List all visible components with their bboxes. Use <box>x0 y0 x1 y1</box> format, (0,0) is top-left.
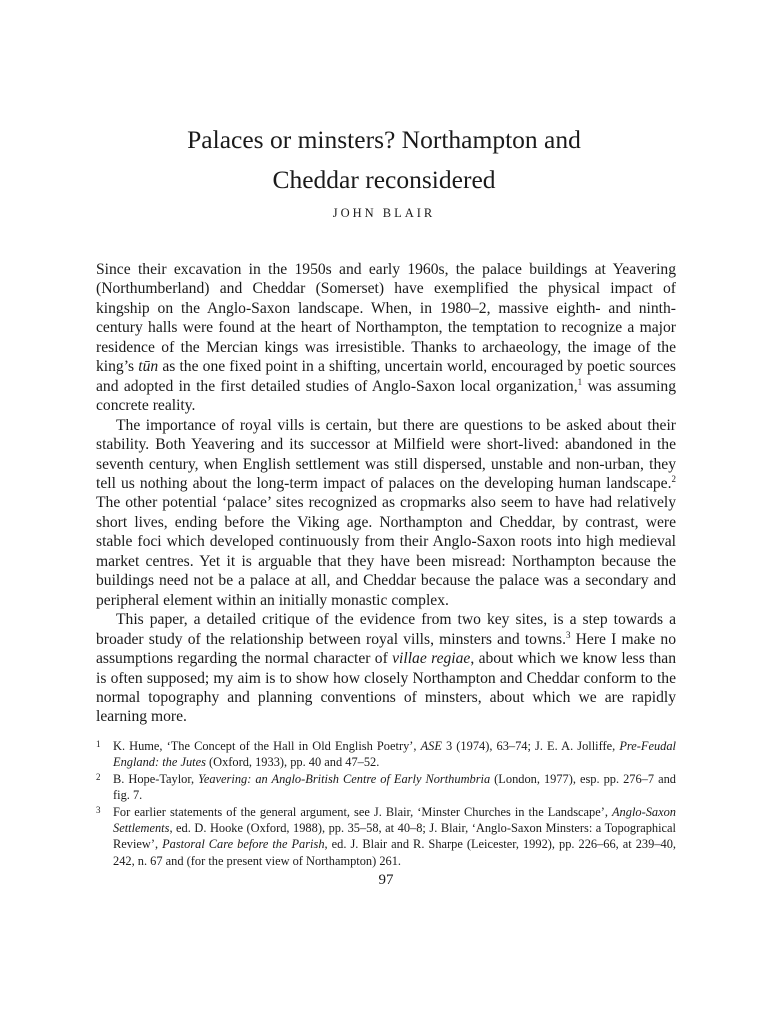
article-body <box>96 260 676 727</box>
paragraph-3: This paper, a detailed critique of the evidence from two key sites, is a step towards a broader study of the relationship between royal vills, minsters and towns.$^3$ Here I make no assumptions regarding the normal character of villae regiae, about which we know less than is often supposed; my aim is to show how closely Northampton and Cheddar conform to the normal topography and planning conventions of minsters, about which we are rapidly learning more. <box>96 611 676 726</box>
footnote-1: 1 K. Hume, ‘The Concept of the Hall in Old English Poetry’, ASE 3 (1974), 63–74; J. E. A. Jolliffe, Pre-Feudal England: the Jutes (Oxford, 1933), pp. 40 and 47–52. <box>96 738 676 771</box>
italic-term: tūn <box>138 358 159 376</box>
footnote-3: 3 For earlier statements of the general argument, see J. Blair, ‘Minster Churches in the Landscape’, Anglo-Saxon Settlements, ed. D. Hooke (Oxford, 1988), pp. 35–58, at 40–8; J. Blair, ‘Anglo-Saxon Minsters: a Topographical Review’, Pastoral Care before the Parish, ed. J. Blair and R. Sharpe (Leicester, 1992), pp. 226–66, at 239–40, 242, n. 67 and (for the present view of Northampton) 261. <box>96 804 676 870</box>
footnote-2: 2 B. Hope-Taylor, Yeavering: an Anglo-British Centre of Early Northumbria (London, 1977), esp. pp. 276–7 and fig. 7. <box>96 771 676 804</box>
paragraph-1: Since their excavation in the 1950s and early 1960s, the palace buildings at Yeavering (Northumberland) and Cheddar (Somerset) have exemplified the physical impact of kingship on the Anglo-Saxon landscape. When, in 1980–2, massive eighth- and ninth-century halls were found at the heart of Northampton, the temptation to recognize a major residence of the Mercian kings was irresistible. Thanks to archaeology, the image of the king’s tūn as the one fixed point in a shifting, uncertain world, encouraged by poetic sources and adopted in the first detailed studies of Anglo-Saxon local organization,$^1$ was assuming concrete reality. <box>96 261 676 415</box>
article-title <box>96 120 672 200</box>
footnote-number: 2 <box>96 771 101 782</box>
title-line-2: Cheddar reconsidered <box>272 165 496 194</box>
footnotes <box>96 738 676 869</box>
italic-term: villae regiae <box>392 650 471 668</box>
footnote-ref[interactable]: 3 <box>565 629 571 640</box>
footnote-number: 3 <box>96 804 101 815</box>
footnote-ref[interactable]: 2 <box>671 473 676 484</box>
footnote-number: 1 <box>96 739 101 749</box>
footnote-ref[interactable]: 1 <box>577 376 583 387</box>
page-number: 97 <box>378 872 394 888</box>
paragraph-2: The importance of royal vills is certain, but there are questions to be asked about their stability. Both Yeavering and its successor at Milfield were short-lived: abandoned in the seventh century, when English settlement was still dispersed, unstable and non-urban, they tell us nothing about the long-term impact of palaces on the developing human landscape.$^2$ The other potential ‘palace’ sites recognized as cropmarks also seem to have had relatively short lives, ending before the Viking age. Northampton and Cheddar, by contrast, were stable foci which developed continuously from their Anglo-Saxon roots into high medieval market centres. Yet it is arguable that they have been misread: Northampton because the buildings need not be a palace at all, and Cheddar because the palace was a secondary and peripheral element within an initially monastic complex. <box>96 416 676 609</box>
title-line-1: Palaces or minsters? Northampton and <box>187 125 581 154</box>
author-name: JOHN BLAIR <box>332 206 436 220</box>
